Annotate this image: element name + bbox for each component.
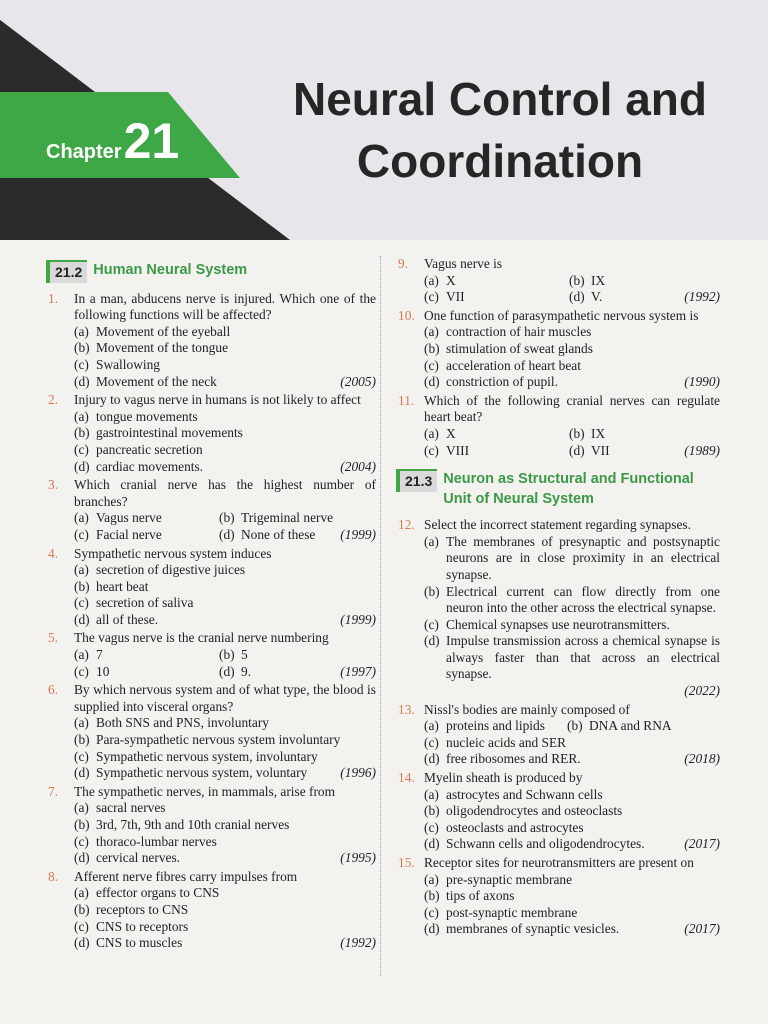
option-label: (c) xyxy=(424,904,439,920)
option-label: (b) xyxy=(74,901,90,917)
option-text: Para-sympathetic nervous system involuntary xyxy=(96,732,341,748)
option-label: (c) xyxy=(424,616,439,632)
option-label: (c) xyxy=(74,441,89,457)
option-label: (a) xyxy=(424,533,439,549)
question-text: One function of parasympathetic nervous system is xyxy=(424,307,699,323)
question-number: 12. xyxy=(398,517,415,533)
option: (c) VII xyxy=(424,289,465,305)
chapter-title xyxy=(250,68,750,192)
option-label: (d) xyxy=(424,921,440,937)
year: (2018) xyxy=(684,751,720,767)
option xyxy=(74,612,376,629)
question xyxy=(384,308,720,391)
option xyxy=(74,885,376,902)
option-label: (c) xyxy=(424,442,439,458)
year: (2017) xyxy=(684,836,720,852)
option xyxy=(424,358,720,375)
option-label: (c) xyxy=(424,289,439,305)
option: (a) X xyxy=(424,272,456,288)
option: (b) IX xyxy=(569,425,606,441)
option xyxy=(424,751,720,768)
question xyxy=(384,517,720,700)
option xyxy=(424,872,720,889)
year: (2005) xyxy=(340,373,376,389)
option-label: (b) xyxy=(74,817,90,832)
option-text: Sympathetic nervous system, voluntary xyxy=(96,765,308,781)
option xyxy=(74,765,376,782)
option-text: gastrointestinal movements xyxy=(96,425,243,441)
option xyxy=(74,935,376,952)
option: (b) DNA and RNA xyxy=(567,718,672,734)
option-label: (b) xyxy=(74,732,90,748)
year: (1997) xyxy=(340,663,376,679)
option: (b) IX xyxy=(569,272,606,288)
left-column xyxy=(34,256,376,954)
year: (1999) xyxy=(340,611,376,627)
section-number: 21.2 xyxy=(46,260,87,283)
option-row xyxy=(424,273,720,290)
option-label: (a) xyxy=(424,272,439,288)
question xyxy=(34,546,376,629)
option-label: (d) xyxy=(424,836,440,852)
question-number: 2. xyxy=(48,392,59,408)
option-label: (b) xyxy=(74,578,90,594)
question-text: Sympathetic nervous system induces xyxy=(74,545,272,561)
option-text: Both SNS and PNS, involuntary xyxy=(96,715,269,731)
option xyxy=(424,735,720,752)
section-heading xyxy=(46,260,376,283)
option-label: (c) xyxy=(74,595,89,611)
option-label: (b) xyxy=(74,425,90,441)
option-text: membranes of synaptic vesicles. xyxy=(446,921,620,937)
option: (a) X xyxy=(424,425,456,441)
option xyxy=(74,374,376,391)
question-number: 13. xyxy=(398,701,415,717)
option xyxy=(424,324,720,341)
option xyxy=(74,324,376,341)
option-text: Schwann cells and oligodendrocytes. xyxy=(446,836,645,852)
question-text: Which of the following cranial nerves can regulate heart beat? xyxy=(424,392,720,425)
option-label: (a) xyxy=(74,647,89,663)
option xyxy=(424,905,720,922)
option xyxy=(74,425,376,442)
option xyxy=(424,374,720,391)
option-text: heart beat xyxy=(96,578,149,594)
option-text: Electrical current can flow directly from one neuron into the other across the electrical synapse. xyxy=(446,583,720,616)
option xyxy=(74,732,376,749)
option: (a) proteins and lipids xyxy=(424,718,545,734)
year: (2022) xyxy=(684,683,720,699)
option-label: (d) xyxy=(219,526,235,542)
option-row xyxy=(74,647,376,664)
option: (d) 9. xyxy=(219,663,252,679)
question-text: Afferent nerve fibres carry impulses from xyxy=(74,868,298,884)
option-row xyxy=(74,510,376,527)
option: (b) 5 xyxy=(219,647,248,663)
question-text: Nissl's bodies are mainly composed of xyxy=(424,701,630,717)
year: (2004) xyxy=(340,458,376,474)
option-label: (c) xyxy=(74,748,89,764)
option-text: Movement of the tongue xyxy=(96,340,229,356)
question xyxy=(384,702,720,768)
option-text: Movement of the neck xyxy=(96,373,217,389)
option-label: (b) xyxy=(569,425,585,441)
option xyxy=(74,834,376,851)
option-label: (b) xyxy=(424,888,440,904)
question-number: 10. xyxy=(398,307,415,323)
option-text: Sympathetic nervous system, involuntary xyxy=(96,748,318,764)
option-text: 3rd, 7th, 9th and 10th cranial nerves xyxy=(96,817,290,832)
year: (1996) xyxy=(340,765,376,781)
option-text: cardiac movements. xyxy=(96,458,204,474)
option: (d) V. xyxy=(569,289,603,305)
year: (2017) xyxy=(684,921,720,937)
option-label: (d) xyxy=(74,765,90,781)
question-text: By which nervous system and of what type, the blood is supplied into visceral organs? xyxy=(74,682,376,714)
option xyxy=(74,340,376,357)
question-text: The sympathetic nerves, in mammals, arise from xyxy=(74,783,336,799)
option-label: (a) xyxy=(74,885,89,901)
title-line-1: Neural Control and xyxy=(292,73,708,125)
question-text: Select the incorrect statement regarding synapses. xyxy=(424,517,691,533)
option xyxy=(74,409,376,426)
year: (1992) xyxy=(340,935,376,951)
option-text: cervical nerves. xyxy=(96,850,181,866)
option-label: (d) xyxy=(74,458,90,474)
option-label: (d) xyxy=(74,373,90,389)
option-text: secretion of digestive juices xyxy=(96,562,246,578)
option-text: secretion of saliva xyxy=(96,595,194,611)
question-text: In a man, abducens nerve is injured. Which one of the following functions will be affected? xyxy=(74,290,376,323)
option xyxy=(74,595,376,612)
option xyxy=(74,902,376,919)
section-title: Human Neural System xyxy=(93,262,248,278)
option xyxy=(424,534,720,584)
question-number: 7. xyxy=(48,783,59,799)
question xyxy=(34,392,376,475)
question xyxy=(34,291,376,391)
option-text: post-synaptic membrane xyxy=(446,904,578,920)
option-text: Chemical synapses use neurotransmitters. xyxy=(446,616,670,632)
option-label: (c) xyxy=(74,918,89,934)
chapter-word: Chapter xyxy=(46,141,122,163)
option-label: (c) xyxy=(74,526,89,542)
question xyxy=(34,477,376,543)
right-column xyxy=(384,256,720,940)
question xyxy=(34,784,376,867)
option-label: (d) xyxy=(74,611,90,627)
option-label: (b) xyxy=(424,340,440,356)
option-label: (a) xyxy=(424,786,439,802)
option-text: acceleration of heart beat xyxy=(446,357,581,373)
option-text: astrocytes and Schwann cells xyxy=(446,786,603,802)
option-label: (c) xyxy=(74,663,89,679)
option-text: contraction of hair muscles xyxy=(446,324,592,340)
option-label: (a) xyxy=(74,800,89,816)
option xyxy=(74,562,376,579)
option-text: osteoclasts and astrocytes xyxy=(446,819,584,835)
option-label: (d) xyxy=(424,751,440,767)
option xyxy=(424,341,720,358)
option xyxy=(74,357,376,374)
question-number: 9. xyxy=(398,256,409,271)
option-text: CNS to receptors xyxy=(96,918,189,934)
option: (a) 7 xyxy=(74,647,103,663)
option-label: (a) xyxy=(74,510,89,526)
option-label: (c) xyxy=(424,357,439,373)
option-label: (c) xyxy=(74,356,89,372)
year: (1992) xyxy=(684,289,720,305)
option-label: (a) xyxy=(74,562,89,578)
option xyxy=(74,459,376,476)
year: (1989) xyxy=(684,442,720,458)
option-text: tongue movements xyxy=(96,408,198,424)
option-label: (b) xyxy=(424,803,440,819)
option-text: thoraco-lumbar nerves xyxy=(96,833,217,849)
chapter-header xyxy=(0,0,768,240)
option xyxy=(424,836,720,853)
option xyxy=(74,715,376,732)
option: (c) VIII xyxy=(424,442,470,458)
option-label: (c) xyxy=(74,833,89,849)
option-label: (b) xyxy=(219,510,235,526)
question-number: 4. xyxy=(48,545,59,561)
option-label: (b) xyxy=(424,583,440,599)
option-label: (a) xyxy=(424,425,439,441)
option-label: (d) xyxy=(424,374,440,390)
option xyxy=(424,633,720,683)
question-number: 8. xyxy=(48,868,59,884)
question xyxy=(34,682,376,782)
option-row xyxy=(424,443,720,460)
option-text: sacral nerves xyxy=(96,800,166,816)
question xyxy=(384,256,720,306)
option xyxy=(424,888,720,905)
option-label: (d) xyxy=(74,935,90,951)
option-label: (d) xyxy=(569,289,585,305)
option-text: all of these. xyxy=(96,611,159,627)
option: (d) None of these xyxy=(219,526,316,542)
section-title: Neuron as Structural and Functional Unit of Neural System xyxy=(443,471,694,508)
option-label: (a) xyxy=(74,323,89,339)
option: (d) VII xyxy=(569,442,610,458)
option-label: (a) xyxy=(424,718,439,734)
question-number: 6. xyxy=(48,682,59,698)
question-text: Injury to vagus nerve in humans is not likely to affect xyxy=(74,392,361,408)
option xyxy=(424,787,720,804)
section-number: 21.3 xyxy=(396,469,437,492)
option xyxy=(424,820,720,837)
option-text: Impulse transmission across a chemical synapse is always faster than that across an electrical synapse. xyxy=(446,633,720,682)
option-row xyxy=(74,664,376,681)
question-text: Myelin sheath is produced by xyxy=(424,770,583,786)
title-line-2: Coordination xyxy=(356,135,644,187)
question-number: 1. xyxy=(48,290,59,306)
option-row xyxy=(424,718,720,735)
option-label: (d) xyxy=(219,663,235,679)
option-label: (b) xyxy=(567,718,583,734)
year: (1999) xyxy=(340,526,376,542)
option-text: CNS to muscles xyxy=(96,935,183,951)
option-row xyxy=(74,527,376,544)
option: (a) Vagus nerve xyxy=(74,510,162,526)
option-text: pancreatic secretion xyxy=(96,441,203,457)
option-text: nucleic acids and SER xyxy=(446,734,567,750)
option-label: (a) xyxy=(74,715,89,731)
option-label: (c) xyxy=(424,734,439,750)
option-label: (c) xyxy=(424,819,439,835)
question xyxy=(34,869,376,952)
question-number: 11. xyxy=(398,392,415,408)
option-text: effector organs to CNS xyxy=(96,885,220,901)
option xyxy=(74,817,376,834)
option-text: receptors to CNS xyxy=(96,901,189,917)
section-heading xyxy=(396,469,720,509)
option-label: (d) xyxy=(74,850,90,866)
question-text: Receptor sites for neurotransmitters are present on xyxy=(424,855,694,870)
question-text: The vagus nerve is the cranial nerve numbering xyxy=(74,630,329,646)
question xyxy=(384,855,720,938)
column-divider xyxy=(380,256,381,976)
option-text: Movement of the eyeball xyxy=(96,323,231,339)
option-label: (a) xyxy=(424,324,439,340)
question-number: 5. xyxy=(48,630,59,646)
option xyxy=(74,800,376,817)
option-text: stimulation of sweat glands xyxy=(446,340,593,356)
option xyxy=(74,850,376,867)
question xyxy=(384,770,720,853)
question xyxy=(34,630,376,680)
chapter-label xyxy=(46,113,180,169)
question-number: 15. xyxy=(398,855,415,870)
option-label: (a) xyxy=(424,871,439,887)
option-text: The membranes of presynaptic and postsynaptic neurons are in close proximity in an electrical synapse. xyxy=(446,533,720,582)
option xyxy=(424,803,720,820)
option: (c) 10 xyxy=(74,663,110,679)
option-row xyxy=(424,426,720,443)
option-label: (b) xyxy=(569,272,585,288)
option xyxy=(74,919,376,936)
option xyxy=(74,442,376,459)
option-label: (a) xyxy=(74,408,89,424)
option xyxy=(424,617,720,634)
option xyxy=(424,921,720,938)
option-text: tips of axons xyxy=(446,888,515,904)
question-text: Which cranial nerve has the highest number of branches? xyxy=(74,477,376,509)
option-label: (d) xyxy=(569,442,585,458)
option-label: (b) xyxy=(74,340,90,356)
question-text: Vagus nerve is xyxy=(424,256,503,271)
option-text: Swallowing xyxy=(96,356,160,372)
question-number: 3. xyxy=(48,477,59,493)
option: (b) Trigeminal nerve xyxy=(219,510,334,526)
option-row xyxy=(424,289,720,306)
option xyxy=(74,579,376,596)
option-label: (b) xyxy=(219,647,235,663)
year: (1990) xyxy=(684,374,720,390)
option xyxy=(424,584,720,617)
option-text: pre-synaptic membrane xyxy=(446,871,573,887)
option: (c) Facial nerve xyxy=(74,526,162,542)
option-label: (d) xyxy=(424,633,440,649)
option xyxy=(74,749,376,766)
option-text: free ribosomes and RER. xyxy=(446,751,581,767)
question xyxy=(384,393,720,459)
question-number: 14. xyxy=(398,770,415,786)
option-text: oligodendrocytes and osteoclasts xyxy=(446,803,623,819)
year: (1995) xyxy=(340,850,376,866)
option-text: constriction of pupil. xyxy=(446,374,558,390)
chapter-number: 21 xyxy=(123,113,180,169)
